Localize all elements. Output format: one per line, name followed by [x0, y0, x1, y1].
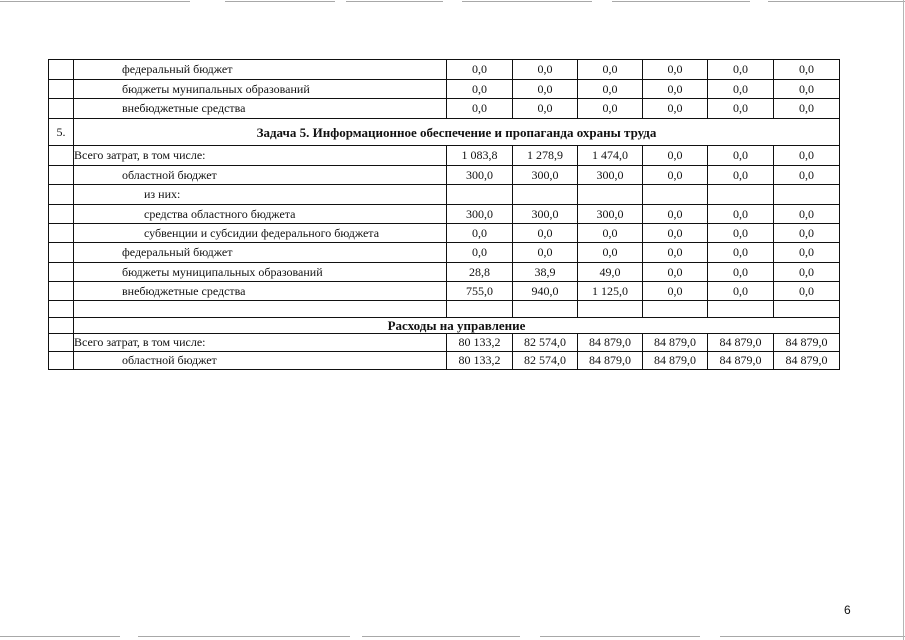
- value-cell: [774, 185, 840, 205]
- scan-edge-line: [225, 1, 335, 2]
- row-number-cell: [49, 60, 74, 80]
- value-cell: 940,0: [513, 282, 578, 301]
- table-row: [49, 60, 840, 80]
- value-cell: 0,0: [643, 60, 708, 80]
- value-cell: 0,0: [708, 224, 774, 243]
- value-cell: 300,0: [447, 166, 513, 185]
- value-cell: 0,0: [708, 146, 774, 166]
- value-cell: 0,0: [513, 80, 578, 99]
- row-number-cell: [49, 334, 74, 352]
- value-cell: 0,0: [774, 282, 840, 301]
- row-number-cell: [49, 243, 74, 263]
- value-cell: 0,0: [643, 80, 708, 99]
- empty-row: [49, 301, 840, 318]
- value-cell: 84 879,0: [774, 334, 840, 352]
- value-cell: 300,0: [513, 205, 578, 224]
- value-cell: 82 574,0: [513, 352, 578, 370]
- value-cell: 84 879,0: [708, 352, 774, 370]
- value-cell: 0,0: [708, 205, 774, 224]
- value-cell: 0,0: [578, 224, 643, 243]
- table-row: [49, 243, 840, 263]
- value-cell: 0,0: [643, 282, 708, 301]
- value-cell: 0,0: [774, 80, 840, 99]
- table-row: [49, 146, 840, 166]
- row-number-cell: [49, 146, 74, 166]
- value-cell: 80 133,2: [447, 352, 513, 370]
- row-number-cell: [49, 205, 74, 224]
- value-cell: 0,0: [578, 60, 643, 80]
- value-cell: [513, 185, 578, 205]
- value-cell: [447, 301, 513, 318]
- value-cell: 0,0: [447, 60, 513, 80]
- value-cell: 300,0: [447, 205, 513, 224]
- value-cell: 0,0: [774, 146, 840, 166]
- row-number-cell: [49, 263, 74, 282]
- scan-edge-line: [612, 1, 750, 2]
- value-cell: 0,0: [774, 205, 840, 224]
- value-cell: 1 278,9: [513, 146, 578, 166]
- row-number-cell: [49, 318, 74, 334]
- row-label: из них:: [74, 185, 447, 205]
- value-cell: 0,0: [643, 99, 708, 119]
- value-cell: 0,0: [774, 99, 840, 119]
- row-number-cell: [49, 352, 74, 370]
- table-row: [49, 224, 840, 243]
- row-label: внебюджетные средства: [74, 99, 447, 119]
- row-label: областной бюджет: [74, 352, 447, 370]
- value-cell: [643, 185, 708, 205]
- value-cell: 0,0: [643, 166, 708, 185]
- value-cell: 0,0: [447, 224, 513, 243]
- value-cell: [708, 301, 774, 318]
- value-cell: 1 083,8: [447, 146, 513, 166]
- row-number-cell: [49, 185, 74, 205]
- value-cell: 0,0: [643, 224, 708, 243]
- scan-edge-line: [138, 636, 350, 637]
- value-cell: 0,0: [774, 60, 840, 80]
- value-cell: 84 879,0: [708, 334, 774, 352]
- scan-edge-line: [346, 1, 443, 2]
- value-cell: 84 879,0: [774, 352, 840, 370]
- value-cell: 84 879,0: [643, 334, 708, 352]
- table-row: [49, 99, 840, 119]
- section-heading-row: [49, 318, 840, 334]
- scan-edge-line: [903, 0, 904, 640]
- value-cell: 0,0: [708, 80, 774, 99]
- row-number-cell: [49, 224, 74, 243]
- scan-edge-line: [540, 636, 700, 637]
- value-cell: 0,0: [447, 99, 513, 119]
- value-cell: [578, 185, 643, 205]
- value-cell: 0,0: [513, 243, 578, 263]
- table-row: [49, 263, 840, 282]
- value-cell: 0,0: [708, 60, 774, 80]
- row-number-cell: [49, 301, 74, 318]
- scan-edge-line: [0, 1, 190, 2]
- value-cell: 0,0: [578, 243, 643, 263]
- value-cell: 300,0: [578, 205, 643, 224]
- row-number-cell: [49, 80, 74, 99]
- value-cell: 0,0: [708, 99, 774, 119]
- table-row: [49, 282, 840, 301]
- value-cell: [774, 301, 840, 318]
- value-cell: 0,0: [643, 205, 708, 224]
- value-cell: [643, 301, 708, 318]
- budget-table: [48, 59, 840, 370]
- task-number: 5.: [49, 119, 74, 146]
- row-number-cell: [49, 99, 74, 119]
- row-label: Всего затрат, в том числе:: [74, 334, 447, 352]
- value-cell: 0,0: [774, 263, 840, 282]
- value-cell: [708, 185, 774, 205]
- scan-edge-line: [362, 636, 520, 637]
- value-cell: 0,0: [447, 80, 513, 99]
- value-cell: 0,0: [708, 243, 774, 263]
- row-number-cell: [49, 282, 74, 301]
- scan-edge-line: [462, 1, 592, 2]
- table-row: [49, 205, 840, 224]
- value-cell: 1 474,0: [578, 146, 643, 166]
- value-cell: 84 879,0: [578, 334, 643, 352]
- value-cell: 0,0: [774, 243, 840, 263]
- row-label: [74, 301, 447, 318]
- row-label: бюджеты муниципальных образований: [74, 263, 447, 282]
- value-cell: 0,0: [447, 243, 513, 263]
- task-title: Задача 5. Информационное обеспечение и пропаганда охраны труда: [74, 119, 840, 146]
- page-number: 6: [844, 603, 851, 617]
- value-cell: 82 574,0: [513, 334, 578, 352]
- value-cell: [578, 301, 643, 318]
- value-cell: 49,0: [578, 263, 643, 282]
- value-cell: 84 879,0: [578, 352, 643, 370]
- row-label: внебюджетные средства: [74, 282, 447, 301]
- value-cell: 0,0: [774, 166, 840, 185]
- value-cell: 0,0: [708, 282, 774, 301]
- row-label: бюджеты мунипальных образований: [74, 80, 447, 99]
- scan-edge-line: [768, 1, 905, 2]
- value-cell: 0,0: [774, 224, 840, 243]
- task-heading-row: [49, 119, 840, 146]
- row-label: средства областного бюджета: [74, 205, 447, 224]
- value-cell: 0,0: [578, 99, 643, 119]
- value-cell: 0,0: [643, 146, 708, 166]
- value-cell: 0,0: [513, 99, 578, 119]
- row-label: федеральный бюджет: [74, 60, 447, 80]
- table-row: [49, 166, 840, 185]
- value-cell: [447, 185, 513, 205]
- value-cell: 0,0: [708, 166, 774, 185]
- value-cell: 1 125,0: [578, 282, 643, 301]
- value-cell: 0,0: [578, 80, 643, 99]
- section-title: Расходы на управление: [74, 318, 840, 334]
- value-cell: 0,0: [708, 263, 774, 282]
- value-cell: [513, 301, 578, 318]
- table-row: [49, 80, 840, 99]
- table-row: [49, 334, 840, 352]
- row-label: областной бюджет: [74, 166, 447, 185]
- value-cell: 0,0: [513, 60, 578, 80]
- scan-edge-line: [0, 636, 120, 637]
- row-number-cell: [49, 166, 74, 185]
- value-cell: 0,0: [643, 263, 708, 282]
- row-label: Всего затрат, в том числе:: [74, 146, 447, 166]
- value-cell: 80 133,2: [447, 334, 513, 352]
- value-cell: 38,9: [513, 263, 578, 282]
- value-cell: 755,0: [447, 282, 513, 301]
- value-cell: 300,0: [578, 166, 643, 185]
- value-cell: 300,0: [513, 166, 578, 185]
- table-row: [49, 352, 840, 370]
- value-cell: 28,8: [447, 263, 513, 282]
- scan-edge-line: [720, 636, 905, 637]
- value-cell: 84 879,0: [643, 352, 708, 370]
- row-label: субвенции и субсидии федерального бюджета: [74, 224, 447, 243]
- table-row: [49, 185, 840, 205]
- value-cell: 0,0: [643, 243, 708, 263]
- row-label: федеральный бюджет: [74, 243, 447, 263]
- value-cell: 0,0: [513, 224, 578, 243]
